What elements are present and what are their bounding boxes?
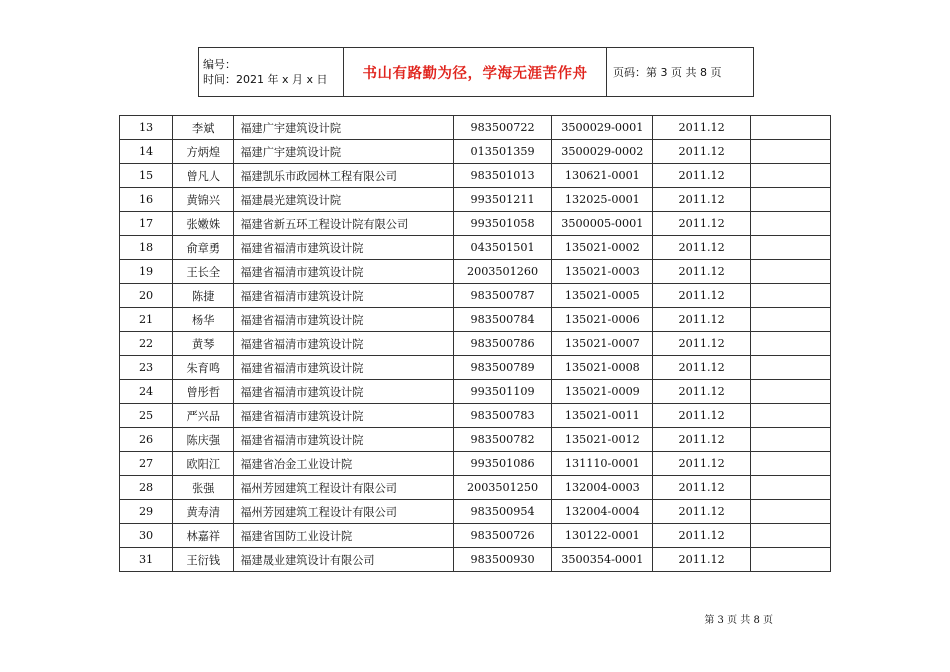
- row-number: 31: [120, 548, 173, 572]
- company-name: 福建省福清市建筑设计院: [234, 428, 454, 452]
- person-name: 张强: [173, 476, 234, 500]
- table-row: [120, 404, 831, 428]
- registration-number: 135021-0002: [552, 236, 653, 260]
- table-row: [120, 380, 831, 404]
- certificate-number: 993501109: [453, 380, 551, 404]
- registration-number: 132025-0001: [552, 188, 653, 212]
- row-number: 24: [120, 380, 173, 404]
- table-row: [120, 236, 831, 260]
- issue-date: 2011.12: [653, 236, 750, 260]
- issue-date: 2011.12: [653, 404, 750, 428]
- certificate-number: 983500722: [453, 116, 551, 140]
- issue-date: 2011.12: [653, 356, 750, 380]
- certificate-number: 983500783: [453, 404, 551, 428]
- company-name: 福州芳园建筑工程设计有限公司: [234, 500, 454, 524]
- empty-cell: [750, 524, 830, 548]
- certificate-number: 983500726: [453, 524, 551, 548]
- issue-date: 2011.12: [653, 260, 750, 284]
- company-name: 福建省福清市建筑设计院: [234, 332, 454, 356]
- company-name: 福建省福清市建筑设计院: [234, 284, 454, 308]
- table-row: [120, 548, 831, 572]
- registration-table: [119, 115, 831, 572]
- row-number: 19: [120, 260, 173, 284]
- certificate-number: 983500782: [453, 428, 551, 452]
- registration-number: 3500005-0001: [552, 212, 653, 236]
- empty-cell: [750, 452, 830, 476]
- document-date: 时间：2021 年 x 月 x 日: [203, 73, 328, 86]
- empty-cell: [750, 140, 830, 164]
- person-name: 黄琴: [173, 332, 234, 356]
- empty-cell: [750, 188, 830, 212]
- row-number: 25: [120, 404, 173, 428]
- issue-date: 2011.12: [653, 116, 750, 140]
- row-number: 13: [120, 116, 173, 140]
- certificate-number: 983500786: [453, 332, 551, 356]
- row-number: 30: [120, 524, 173, 548]
- empty-cell: [750, 428, 830, 452]
- row-number: 16: [120, 188, 173, 212]
- table-row: [120, 164, 831, 188]
- row-number: 20: [120, 284, 173, 308]
- issue-date: 2011.12: [653, 212, 750, 236]
- row-number: 22: [120, 332, 173, 356]
- registration-number: 132004-0004: [552, 500, 653, 524]
- company-name: 福建省福清市建筑设计院: [234, 308, 454, 332]
- table-row: [120, 524, 831, 548]
- person-name: 曾凡人: [173, 164, 234, 188]
- empty-cell: [750, 404, 830, 428]
- table-row: [120, 260, 831, 284]
- header-motto: 书山有路勤为径，学海无涯苦作舟: [344, 48, 607, 97]
- issue-date: 2011.12: [653, 140, 750, 164]
- person-name: 王衍钱: [173, 548, 234, 572]
- person-name: 林嘉祥: [173, 524, 234, 548]
- table-row: [120, 428, 831, 452]
- row-number: 29: [120, 500, 173, 524]
- row-number: 15: [120, 164, 173, 188]
- company-name: 福建省福清市建筑设计院: [234, 236, 454, 260]
- page-footer: 第 3 页 共 8 页: [704, 615, 773, 626]
- document-number-label: 编号：: [203, 58, 236, 71]
- issue-date: 2011.12: [653, 428, 750, 452]
- registration-number: 135021-0005: [552, 284, 653, 308]
- certificate-number: 993501058: [453, 212, 551, 236]
- company-name: 福建省冶金工业设计院: [234, 452, 454, 476]
- company-name: 福建晨光建筑设计院: [234, 188, 454, 212]
- issue-date: 2011.12: [653, 500, 750, 524]
- certificate-number: 993501086: [453, 452, 551, 476]
- company-name: 福建广宇建筑设计院: [234, 140, 454, 164]
- issue-date: 2011.12: [653, 164, 750, 188]
- person-name: 杨华: [173, 308, 234, 332]
- company-name: 福州芳园建筑工程设计有限公司: [234, 476, 454, 500]
- certificate-number: 983500930: [453, 548, 551, 572]
- company-name: 福建省福清市建筑设计院: [234, 356, 454, 380]
- person-name: 欧阳江: [173, 452, 234, 476]
- certificate-number: 013501359: [453, 140, 551, 164]
- registration-number: 3500029-0002: [552, 140, 653, 164]
- row-number: 14: [120, 140, 173, 164]
- table-row: [120, 188, 831, 212]
- registration-number: 132004-0003: [552, 476, 653, 500]
- table-row: [120, 308, 831, 332]
- table-row: [120, 500, 831, 524]
- empty-cell: [750, 548, 830, 572]
- company-name: 福建省国防工业设计院: [234, 524, 454, 548]
- table-row: [120, 140, 831, 164]
- person-name: 朱育鸣: [173, 356, 234, 380]
- issue-date: 2011.12: [653, 524, 750, 548]
- table-row: [120, 476, 831, 500]
- certificate-number: 2003501250: [453, 476, 551, 500]
- issue-date: 2011.12: [653, 452, 750, 476]
- company-name: 福建广宇建筑设计院: [234, 116, 454, 140]
- document-header: [198, 47, 754, 97]
- header-meta: [199, 48, 344, 97]
- issue-date: 2011.12: [653, 284, 750, 308]
- empty-cell: [750, 380, 830, 404]
- empty-cell: [750, 116, 830, 140]
- header-page-code: 页码：第 3 页 共 8 页: [607, 48, 754, 97]
- registration-number: 3500029-0001: [552, 116, 653, 140]
- person-name: 方炳煌: [173, 140, 234, 164]
- row-number: 17: [120, 212, 173, 236]
- person-name: 李斌: [173, 116, 234, 140]
- certificate-number: 983500784: [453, 308, 551, 332]
- person-name: 陈庆强: [173, 428, 234, 452]
- issue-date: 2011.12: [653, 476, 750, 500]
- table-row: [120, 452, 831, 476]
- issue-date: 2011.12: [653, 548, 750, 572]
- registration-number: 135021-0009: [552, 380, 653, 404]
- issue-date: 2011.12: [653, 332, 750, 356]
- registration-number: 135021-0008: [552, 356, 653, 380]
- issue-date: 2011.12: [653, 380, 750, 404]
- registration-number: 3500354-0001: [552, 548, 653, 572]
- empty-cell: [750, 356, 830, 380]
- registration-number: 135021-0007: [552, 332, 653, 356]
- person-name: 严兴品: [173, 404, 234, 428]
- person-name: 张嫩姝: [173, 212, 234, 236]
- person-name: 俞章勇: [173, 236, 234, 260]
- empty-cell: [750, 164, 830, 188]
- company-name: 福建省福清市建筑设计院: [234, 260, 454, 284]
- person-name: 王长全: [173, 260, 234, 284]
- registration-number: 131110-0001: [552, 452, 653, 476]
- empty-cell: [750, 308, 830, 332]
- row-number: 18: [120, 236, 173, 260]
- registration-table-body: [120, 116, 831, 572]
- row-number: 27: [120, 452, 173, 476]
- empty-cell: [750, 284, 830, 308]
- company-name: 福建省福清市建筑设计院: [234, 380, 454, 404]
- person-name: 黄锦兴: [173, 188, 234, 212]
- registration-number: 130122-0001: [552, 524, 653, 548]
- company-name: 福建晟业建筑设计有限公司: [234, 548, 454, 572]
- row-number: 23: [120, 356, 173, 380]
- company-name: 福建凯乐市政园林工程有限公司: [234, 164, 454, 188]
- empty-cell: [750, 260, 830, 284]
- row-number: 26: [120, 428, 173, 452]
- registration-number: 135021-0012: [552, 428, 653, 452]
- company-name: 福建省新五环工程设计院有限公司: [234, 212, 454, 236]
- table-row: [120, 332, 831, 356]
- certificate-number: 983501013: [453, 164, 551, 188]
- certificate-number: 2003501260: [453, 260, 551, 284]
- registration-number: 130621-0001: [552, 164, 653, 188]
- issue-date: 2011.12: [653, 188, 750, 212]
- table-row: [120, 356, 831, 380]
- issue-date: 2011.12: [653, 308, 750, 332]
- certificate-number: 983500787: [453, 284, 551, 308]
- registration-number: 135021-0006: [552, 308, 653, 332]
- company-name: 福建省福清市建筑设计院: [234, 404, 454, 428]
- certificate-number: 993501211: [453, 188, 551, 212]
- registration-number: 135021-0011: [552, 404, 653, 428]
- person-name: 黄寿清: [173, 500, 234, 524]
- empty-cell: [750, 500, 830, 524]
- certificate-number: 983500789: [453, 356, 551, 380]
- certificate-number: 983500954: [453, 500, 551, 524]
- person-name: 曾彤哲: [173, 380, 234, 404]
- empty-cell: [750, 212, 830, 236]
- table-row: [120, 284, 831, 308]
- empty-cell: [750, 476, 830, 500]
- table-row: [120, 212, 831, 236]
- certificate-number: 043501501: [453, 236, 551, 260]
- table-row: [120, 116, 831, 140]
- empty-cell: [750, 332, 830, 356]
- row-number: 28: [120, 476, 173, 500]
- row-number: 21: [120, 308, 173, 332]
- person-name: 陈捷: [173, 284, 234, 308]
- empty-cell: [750, 236, 830, 260]
- registration-number: 135021-0003: [552, 260, 653, 284]
